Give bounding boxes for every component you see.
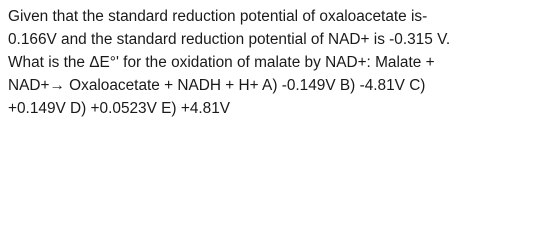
question-line-2: 0.166V and the standard reduction potential of NAD+ is -0.315 V.	[8, 31, 451, 48]
question-line-4: NAD+→ Oxaloacetate + NADH + H+ A) -0.149V B) -4.81V C)	[8, 77, 426, 94]
question-line-1: Given that the standard reduction potential of oxaloacetate is-	[8, 8, 428, 25]
question-text	[8, 5, 554, 120]
question-line-5: +0.149V D) +0.0523V E) +4.81V	[8, 100, 231, 117]
question-line-3: What is the ΔE°' for the oxidation of malate by NAD+: Malate +	[8, 54, 435, 71]
